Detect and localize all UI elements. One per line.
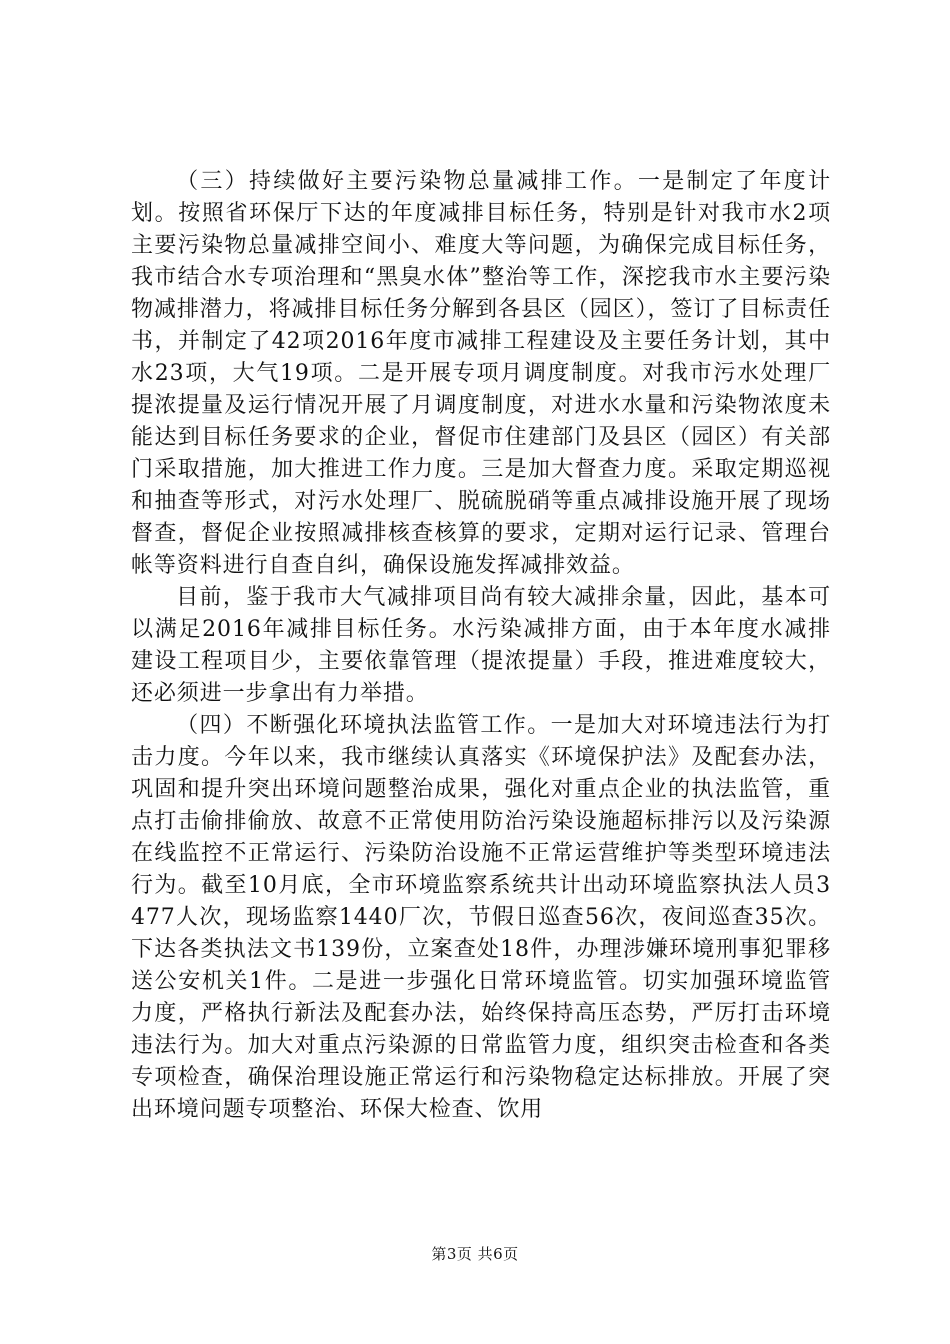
- paragraph-current-status: 目前，鉴于我市大气减排项目尚有较大减排余量，因此，基本可以满足2016年减排目标任务。水污染减排方面，由于本年度水减排建设工程项目少，主要依靠管理（提浓提量）手段，推进难度较大，还必须进一步拿出有力举措。: [131, 585, 831, 706]
- paragraph-reduction-work: （三）持续做好主要污染物总量减排工作。一是制定了年度计划。按照省环保厅下达的年度减排目标任务，特别是针对我市水2项主要污染物总量减排空间小、难度大等问题，为确保完成目标任务，我市结合水专项治理和“黑臭水体”整治等工作，深挖我市水主要污染物减排潜力，将减排目标任务分解到各县区（园区），签订了目标责任书，并制定了42项2016年度市减排工程建设及主要任务计划，其中水23项，大气19项。二是开展专项月调度制度。对我市污水处理厂提浓提量及运行情况开展了月调度制度，对进水水量和污染物浓度未能达到目标任务要求的企业，督促市住建部门及县区（园区）有关部门采取措施，加大推进工作力度。三是加大督查力度。采取定期巡视和抽查等形式，对污水处理厂、脱硫脱硝等重点减排设施开展了现场督查，督促企业按照减排核查核算的要求，定期对运行记录、管理台帐等资料进行自查自纠，确保设施发挥减排效益。: [131, 169, 831, 578]
- document-body: [131, 166, 831, 1126]
- page-footer: 第3页 共6页: [431, 1245, 519, 1263]
- paragraph-enforcement-work: （四）不断强化环境执法监管工作。一是加大对环境违法行为打击力度。今年以来，我市继续认真落实《环境保护法》及配套办法，巩固和提升突出环境问题整治成果，强化对重点企业的执法监管，重点打击偷排偷放、故意不正常使用防治污染设施超标排污以及污染源在线监控不正常运行、污染防治设施不正常运营维护等类型环境违法行为。截至10月底，全市环境监察系统共计出动环境监察执法人员3477人次，现场监察1440厂次，节假日巡查56次，夜间巡查35次。下达各类执法文书139份，立案查处18件，办理涉嫌环境刑事犯罪移送公安机关1件。二是进一步强化日常环境监管。切实加强环境监管力度，严格执行新法及配套办法，始终保持高压态势，严厉打击环境违法行为。加大对重点污染源的日常监管力度，组织突击检查和各类专项检查，确保治理设施正常运行和污染物稳定达标排放。开展了突出环境问题专项整治、环保大检查、饮用: [131, 713, 831, 1122]
